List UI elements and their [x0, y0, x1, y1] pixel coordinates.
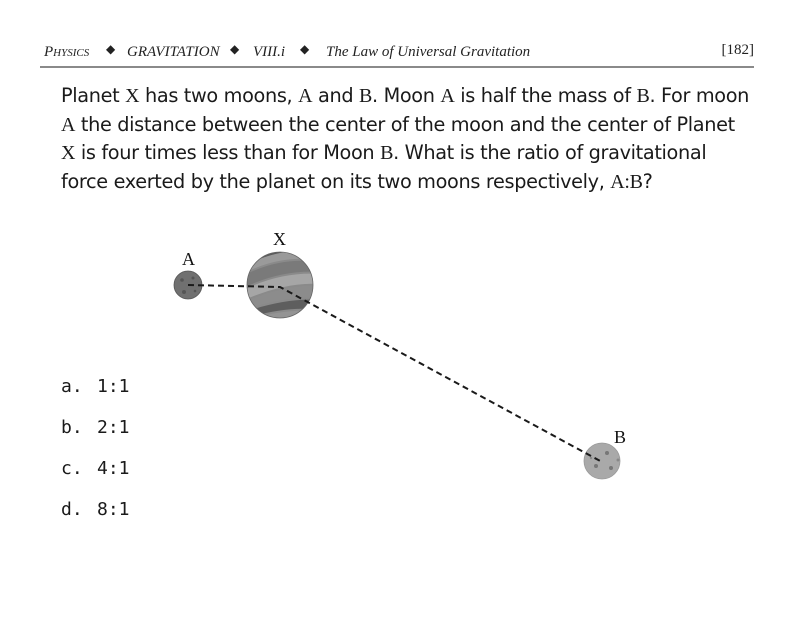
variable-symbol: A	[61, 113, 76, 136]
question-fragment: is four times less than for Moon	[75, 141, 381, 164]
variable-symbol: A	[440, 85, 455, 107]
choice-value: 1:1	[97, 376, 130, 397]
moon-b	[584, 443, 620, 479]
choice-d[interactable]	[61, 498, 130, 539]
choice-b[interactable]	[61, 416, 130, 457]
variable-symbol: X	[125, 85, 140, 107]
choice-letter: d.	[61, 499, 83, 520]
question-fragment: has two moons,	[139, 84, 299, 107]
moon-a-label: A	[182, 249, 195, 269]
diamond-separator-icon: ◆	[106, 42, 116, 56]
breadcrumb-subject: Physics	[44, 44, 90, 60]
variable-symbol: B	[636, 85, 650, 107]
diamond-separator-icon: ◆	[230, 42, 240, 56]
variable-symbol: X	[61, 142, 76, 164]
diamond-separator-icon: ◆	[300, 42, 310, 56]
choice-value: 8:1	[97, 499, 130, 520]
choice-letter: c.	[61, 458, 83, 479]
breadcrumb-section: VIII.i	[253, 44, 286, 60]
question-fragment: . Moon	[372, 84, 441, 107]
choice-letter: b.	[61, 417, 83, 438]
choice-c[interactable]	[61, 457, 130, 498]
page-number: [182]	[721, 42, 754, 58]
planet-x	[240, 240, 320, 330]
question-fragment: . For moon	[649, 84, 750, 107]
variable-symbol: B	[359, 85, 373, 107]
planet-x-label: X	[273, 229, 286, 249]
question-fragment: the distance between the center of the moon and the center of Planet	[75, 112, 735, 136]
question-fragment: Planet	[61, 84, 126, 107]
breadcrumb-chapter: GRAVITATION	[127, 44, 220, 60]
question-fragment: and	[312, 84, 360, 107]
breadcrumb-topic: The Law of Universal Gravitation	[326, 44, 531, 60]
variable-symbol: B	[380, 142, 394, 164]
answer-choices	[61, 375, 130, 539]
variable-symbol: A	[298, 85, 313, 107]
choice-value: 2:1	[97, 417, 130, 438]
choice-a[interactable]	[61, 375, 130, 416]
moon-b-label: B	[614, 427, 627, 447]
variable-symbol: A:B	[610, 170, 643, 193]
question-fragment: is half the mass of	[454, 84, 637, 107]
choice-value: 4:1	[97, 458, 130, 479]
distance-line	[188, 285, 602, 462]
choice-letter: a.	[61, 376, 83, 397]
question-fragment: . What is the ratio of gravitational force exerted by the planet on its two moons respectively,	[61, 141, 707, 193]
question-fragment: ?	[642, 169, 653, 193]
